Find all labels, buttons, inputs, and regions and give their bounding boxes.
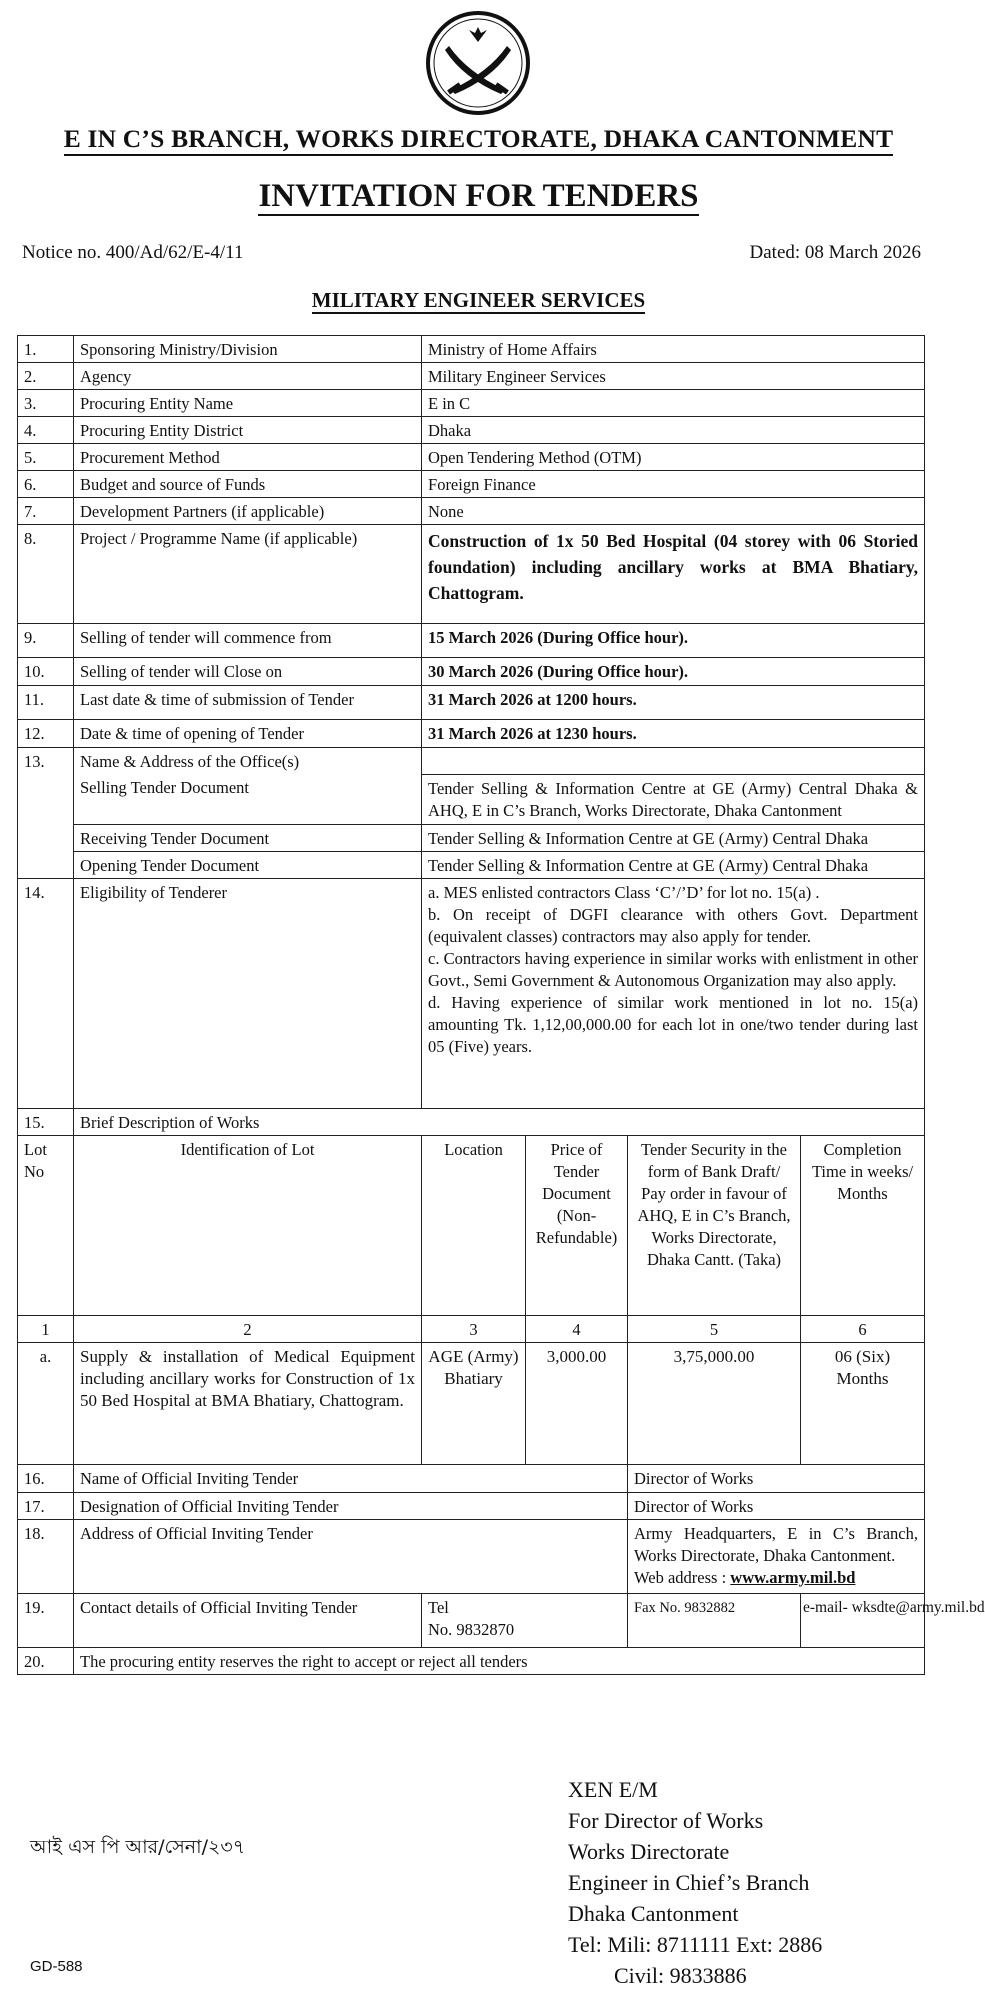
table-row: [18, 336, 925, 363]
table-row: [18, 1593, 925, 1647]
tel-label: Tel: [428, 1597, 449, 1617]
row-number: 17.: [18, 1492, 74, 1519]
table-row: [18, 878, 925, 1108]
column-number: 3: [422, 1315, 526, 1342]
row-number: 9.: [18, 624, 74, 658]
table-row: [18, 417, 925, 444]
table-row: [18, 525, 925, 624]
row-label: Sponsoring Ministry/Division: [74, 336, 422, 363]
row-number: 4.: [18, 417, 74, 444]
row-label: Address of Official Inviting Tender: [74, 1519, 628, 1593]
signature-block: [568, 1774, 822, 1991]
row-label: Brief Description of Works: [74, 1108, 925, 1135]
row-label: Selling of tender will Close on: [74, 658, 422, 686]
row-number: 12.: [18, 720, 74, 748]
table-row: [18, 1647, 925, 1674]
row-label: Selling Tender Document: [74, 774, 422, 824]
notice-date: Dated: 08 March 2026: [749, 242, 921, 263]
column-number: 4: [526, 1315, 628, 1342]
table-row: [18, 363, 925, 390]
row-number: 19.: [18, 1593, 74, 1647]
row-label: Name of Official Inviting Tender: [74, 1464, 628, 1492]
eligibility-item: b. On receipt of DGFI clearance with others Govt. Department (equivalent classes) contractors may also apply for tender.: [428, 904, 919, 946]
row-value: Tender Selling & Information Centre at GE (Army) Central Dhaka & AHQ, E in C’s Branch, Works Directorate, Dhaka Cantonment: [422, 774, 925, 824]
web-line: [634, 1567, 918, 1589]
address-value: Army Headquarters, E in C’s Branch, Works Directorate, Dhaka Cantonment.: [634, 1523, 919, 1565]
row-value: Director of Works: [628, 1492, 925, 1519]
row-number: 8.: [18, 525, 74, 624]
signature-line: Engineer in Chief’s Branch: [568, 1870, 810, 1895]
table-row: [18, 1464, 925, 1492]
row-value: Director of Works: [628, 1464, 925, 1492]
row-label: Name & Address of the Office(s): [74, 748, 422, 775]
project-name: Construction of 1x 50 Bed Hospital (04 storey with 06 Storied foundation) including ancillary works at BMA Bhatiary, Chattogram.: [422, 525, 925, 624]
signature-line: Civil: 9833886: [614, 1963, 747, 1988]
header-price: Price of Tender Document (Non-Refundable): [526, 1135, 628, 1315]
eligibility-list: [422, 878, 925, 1108]
eligibility-item: d. Having experience of similar work mentioned in lot no. 15(a) amounting Tk. 1,12,00,000.00 for each lot in one/two tender during last 05 (Five) years.: [428, 992, 919, 1056]
row-label: Last date & time of submission of Tender: [74, 686, 422, 720]
row-label: Contact details of Official Inviting Tender: [74, 1593, 422, 1647]
tel-cell: [422, 1593, 628, 1647]
gd-code: GD-588: [30, 1958, 83, 1975]
header-location: Location: [422, 1135, 526, 1315]
row-label: Development Partners (if applicable): [74, 498, 422, 525]
bangla-reference-code: আই এস পি আর/সেনা/২৩৭: [30, 1836, 246, 1858]
lot-row: [18, 1342, 925, 1464]
row-number: 2.: [18, 363, 74, 390]
signature-line: Dhaka Cantonment: [568, 1901, 739, 1926]
row-value: Tender Selling & Information Centre at GE (Army) Central Dhaka: [422, 851, 925, 878]
row-value: E in C: [422, 390, 925, 417]
row-number: 3.: [18, 390, 74, 417]
row-label: Designation of Official Inviting Tender: [74, 1492, 628, 1519]
table-row: [18, 774, 925, 824]
row-value: Dhaka: [422, 417, 925, 444]
table-row: [18, 1519, 925, 1593]
table-row: [18, 1108, 925, 1135]
row-number: 14.: [18, 878, 74, 1108]
branch-heading: E IN C’S BRANCH, WORKS DIRECTORATE, DHAKA CANTONMENT: [0, 124, 957, 154]
row-number: 10.: [18, 658, 74, 686]
row-value: 31 March 2026 at 1200 hours.: [422, 686, 925, 720]
web-label: Web address :: [634, 1567, 731, 1587]
column-number: 6: [801, 1315, 925, 1342]
table-row: [18, 686, 925, 720]
row-label: Procurement Method: [74, 444, 422, 471]
works-header-row: [18, 1135, 925, 1315]
eligibility-item: a. MES enlisted contractors Class ‘C’/’D’ for lot no. 15(a) .: [428, 882, 820, 902]
row-number: 1.: [18, 336, 74, 363]
fax-number: Fax No. 9832882: [628, 1593, 801, 1647]
column-number-row: [18, 1315, 925, 1342]
header-lot: Lot No: [18, 1135, 74, 1315]
row-label: Budget and source of Funds: [74, 471, 422, 498]
lot-completion: 06 (Six) Months: [801, 1342, 925, 1464]
table-row: [18, 720, 925, 748]
table-row: [18, 748, 925, 775]
table-row: [18, 624, 925, 658]
header-identification: Identification of Lot: [74, 1135, 422, 1315]
row-label: Date & time of opening of Tender: [74, 720, 422, 748]
column-number: 1: [18, 1315, 74, 1342]
empty-cell: [422, 748, 925, 775]
row-value: Tender Selling & Information Centre at GE (Army) Central Dhaka: [422, 824, 925, 851]
lot-price: 3,000.00: [526, 1342, 628, 1464]
row-label: Project / Programme Name (if applicable): [74, 525, 422, 624]
email-address: e-mail- wksdte@army.mil.bd: [801, 1593, 925, 1647]
row-label: Procuring Entity Name: [74, 390, 422, 417]
tel-number: No. 9832870: [428, 1619, 515, 1639]
row-value: Ministry of Home Affairs: [422, 336, 925, 363]
header-security: Tender Security in the form of Bank Draft/ Pay order in favour of AHQ, E in C’s Branch, Works Directorate, Dhaka Cantt. (Taka): [628, 1135, 801, 1315]
table-row: [18, 444, 925, 471]
empty-cell: [18, 774, 74, 824]
row-label: Eligibility of Tenderer: [74, 878, 422, 1108]
row-value: Foreign Finance: [422, 471, 925, 498]
row-label: Agency: [74, 363, 422, 390]
column-number: 2: [74, 1315, 422, 1342]
army-emblem-logo: [423, 8, 533, 118]
web-address-link[interactable]: www.army.mil.bd: [730, 1567, 856, 1587]
row-label: Selling of tender will commence from: [74, 624, 422, 658]
row-value: 30 March 2026 (During Office hour).: [422, 658, 925, 686]
row-value: Open Tendering Method (OTM): [422, 444, 925, 471]
row-value: Military Engineer Services: [422, 363, 925, 390]
row-number: 5.: [18, 444, 74, 471]
row-value: 31 March 2026 at 1230 hours.: [422, 720, 925, 748]
row-number: 20.: [18, 1647, 74, 1674]
service-heading: MILITARY ENGINEER SERVICES: [311, 288, 646, 312]
page-title: INVITATION FOR TENDERS: [258, 178, 699, 214]
row-number: 15.: [18, 1108, 74, 1135]
signature-line: Works Directorate: [568, 1839, 730, 1864]
empty-cell: [18, 824, 74, 851]
lot-security: 3,75,000.00: [628, 1342, 801, 1464]
tender-table: [17, 335, 985, 1675]
table-row: [18, 1492, 925, 1519]
table-row: [18, 824, 925, 851]
row-number: 13.: [18, 748, 74, 775]
signature-line: For Director of Works: [568, 1808, 764, 1833]
empty-cell: [18, 851, 74, 878]
row-value: None: [422, 498, 925, 525]
header-completion: Completion Time in weeks/ Months: [801, 1135, 925, 1315]
row-label: Opening Tender Document: [74, 851, 422, 878]
row-number: 11.: [18, 686, 74, 720]
lot-identification: Supply & installation of Medical Equipment including ancillary works for Construction of 1x 50 Bed Hospital at BMA Bhatiary, Chattogram.: [74, 1342, 422, 1464]
table-row: [18, 390, 925, 417]
signature-line: XEN E/M: [568, 1777, 658, 1802]
signature-line: Tel: Mili: 8711111 Ext: 2886: [568, 1932, 823, 1957]
row-number: 16.: [18, 1464, 74, 1492]
table-row: [18, 658, 925, 686]
notice-number: Notice no. 400/Ad/62/E-4/11: [22, 242, 244, 263]
row-number: 18.: [18, 1519, 74, 1593]
lot-location: AGE (Army) Bhatiary: [422, 1342, 526, 1464]
address-cell: [628, 1519, 925, 1593]
table-row: [18, 498, 925, 525]
row-number: 7.: [18, 498, 74, 525]
row-number: 6.: [18, 471, 74, 498]
row-value: 15 March 2026 (During Office hour).: [422, 624, 925, 658]
table-row: [18, 851, 925, 878]
lot-id: a.: [18, 1342, 74, 1464]
reserve-text: The procuring entity reserves the right to accept or reject all tenders: [74, 1647, 925, 1674]
eligibility-item: c. Contractors having experience in similar works with enlistment in other Govt., Semi Government & Autonomous Organization may also apply.: [428, 948, 919, 990]
column-number: 5: [628, 1315, 801, 1342]
table-row: [18, 471, 925, 498]
row-label: Procuring Entity District: [74, 417, 422, 444]
row-label: Receiving Tender Document: [74, 824, 422, 851]
